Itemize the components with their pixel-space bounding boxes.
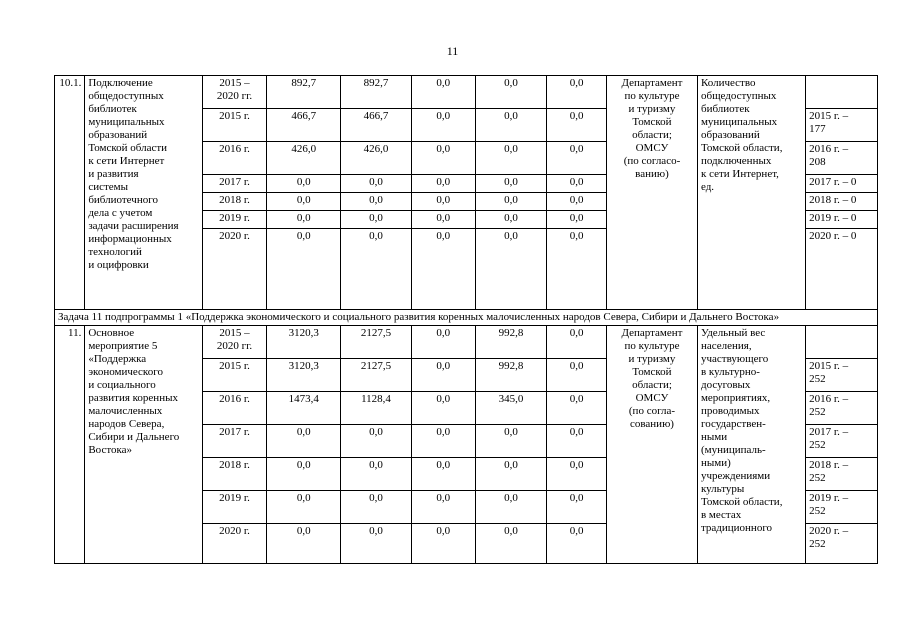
target-value: 2018 г. – 0 bbox=[806, 193, 878, 211]
value-cell: 426,0 bbox=[341, 142, 412, 175]
value-cell: 466,7 bbox=[341, 109, 412, 142]
indicator-name: Удельный вес населения, участвующего в культурно- досуговых мероприятиях, проводимых государствен- ными (муниципаль- ными) учреждениями культуры Томской области, в местах традиционного bbox=[697, 326, 805, 564]
value-cell: 0,0 bbox=[411, 392, 475, 425]
target-value: 2019 г. – 0 bbox=[806, 211, 878, 229]
value-cell: 992,8 bbox=[475, 326, 547, 359]
value-cell: 0,0 bbox=[475, 76, 547, 109]
value-cell: 0,0 bbox=[267, 491, 341, 524]
year-cell: 2016 г. bbox=[202, 142, 267, 175]
value-cell: 0,0 bbox=[411, 175, 475, 193]
year-cell: 2019 г. bbox=[202, 491, 267, 524]
value-cell: 992,8 bbox=[475, 359, 547, 392]
year-cell: 2015 – 2020 гг. bbox=[202, 326, 267, 359]
value-cell: 0,0 bbox=[547, 359, 607, 392]
year-cell: 2015 г. bbox=[202, 359, 267, 392]
target-value bbox=[806, 326, 878, 359]
value-cell: 2127,5 bbox=[341, 359, 412, 392]
value-cell: 3120,3 bbox=[267, 359, 341, 392]
year-cell: 2015 – 2020 гг. bbox=[202, 76, 267, 109]
value-cell: 0,0 bbox=[267, 211, 341, 229]
value-cell: 0,0 bbox=[547, 392, 607, 425]
value-cell: 0,0 bbox=[475, 425, 547, 458]
value-cell: 0,0 bbox=[547, 175, 607, 193]
value-cell: 0,0 bbox=[267, 425, 341, 458]
value-cell: 0,0 bbox=[411, 458, 475, 491]
value-cell: 0,0 bbox=[267, 229, 341, 310]
task-row bbox=[55, 310, 878, 326]
value-cell: 0,0 bbox=[341, 458, 412, 491]
block-10-1 bbox=[55, 76, 878, 310]
measure-name: Основное мероприятие 5 «Поддержка экономического и социального развития коренных малочисленных народов Севера, Сибири и Дальнего Востока» bbox=[85, 326, 202, 564]
program-table bbox=[54, 75, 878, 564]
value-cell: 0,0 bbox=[475, 524, 547, 564]
value-cell: 0,0 bbox=[267, 175, 341, 193]
executor-cell: Департамент по культуре и туризму Томской области; ОМСУ (по согласо- ванию) bbox=[606, 76, 697, 310]
value-cell: 0,0 bbox=[341, 211, 412, 229]
value-cell: 1128,4 bbox=[341, 392, 412, 425]
year-cell: 2018 г. bbox=[202, 193, 267, 211]
task-heading: Задача 11 подпрограммы 1 «Поддержка экономического и социального развития коренных малочисленных народов Севера, Сибири и Дальнего Востока» bbox=[55, 310, 878, 326]
value-cell: 0,0 bbox=[475, 193, 547, 211]
year-cell: 2016 г. bbox=[202, 392, 267, 425]
value-cell: 0,0 bbox=[547, 193, 607, 211]
target-value: 2015 г. – 252 bbox=[806, 359, 878, 392]
value-cell: 0,0 bbox=[547, 425, 607, 458]
value-cell: 0,0 bbox=[411, 491, 475, 524]
target-value: 2015 г. – 177 bbox=[806, 109, 878, 142]
year-cell: 2017 г. bbox=[202, 175, 267, 193]
target-value: 2018 г. – 252 bbox=[806, 458, 878, 491]
value-cell: 0,0 bbox=[267, 193, 341, 211]
target-value: 2017 г. – 0 bbox=[806, 175, 878, 193]
value-cell: 0,0 bbox=[547, 326, 607, 359]
target-value bbox=[806, 76, 878, 109]
block-11 bbox=[55, 326, 878, 564]
value-cell: 1473,4 bbox=[267, 392, 341, 425]
measure-name: Подключение общедоступных библиотек муниципальных образований Томской области к сети Интернет и развития системы библиотечного дела с учетом задачи расширения информационных технологий и оцифровки bbox=[85, 76, 202, 310]
year-cell: 2020 г. bbox=[202, 229, 267, 310]
value-cell: 0,0 bbox=[411, 229, 475, 310]
value-cell: 0,0 bbox=[341, 193, 412, 211]
value-cell: 0,0 bbox=[475, 175, 547, 193]
value-cell: 0,0 bbox=[411, 109, 475, 142]
value-cell: 0,0 bbox=[547, 229, 607, 310]
value-cell: 0,0 bbox=[411, 359, 475, 392]
value-cell: 0,0 bbox=[547, 458, 607, 491]
value-cell: 0,0 bbox=[267, 524, 341, 564]
year-cell: 2017 г. bbox=[202, 425, 267, 458]
value-cell: 0,0 bbox=[341, 425, 412, 458]
value-cell: 0,0 bbox=[411, 524, 475, 564]
target-value: 2019 г. – 252 bbox=[806, 491, 878, 524]
value-cell: 0,0 bbox=[475, 211, 547, 229]
value-cell: 0,0 bbox=[341, 491, 412, 524]
value-cell: 0,0 bbox=[475, 109, 547, 142]
value-cell: 892,7 bbox=[267, 76, 341, 109]
year-cell: 2020 г. bbox=[202, 524, 267, 564]
page-number: 11 bbox=[446, 44, 459, 58]
value-cell: 892,7 bbox=[341, 76, 412, 109]
target-value: 2016 г. – 252 bbox=[806, 392, 878, 425]
value-cell: 0,0 bbox=[411, 193, 475, 211]
value-cell: 2127,5 bbox=[341, 326, 412, 359]
year-cell: 2015 г. bbox=[202, 109, 267, 142]
value-cell: 0,0 bbox=[547, 524, 607, 564]
value-cell: 0,0 bbox=[547, 491, 607, 524]
value-cell: 3120,3 bbox=[267, 326, 341, 359]
value-cell: 426,0 bbox=[267, 142, 341, 175]
value-cell: 0,0 bbox=[341, 175, 412, 193]
value-cell: 0,0 bbox=[475, 229, 547, 310]
task-section bbox=[55, 310, 878, 326]
value-cell: 0,0 bbox=[475, 142, 547, 175]
value-cell: 0,0 bbox=[411, 425, 475, 458]
target-value: 2020 г. – 252 bbox=[806, 524, 878, 564]
value-cell: 466,7 bbox=[267, 109, 341, 142]
executor-cell: Департамент по культуре и туризму Томской области; ОМСУ (по согла- сованию) bbox=[606, 326, 697, 564]
value-cell: 0,0 bbox=[411, 76, 475, 109]
value-cell: 0,0 bbox=[547, 142, 607, 175]
value-cell: 0,0 bbox=[341, 524, 412, 564]
value-cell: 0,0 bbox=[547, 211, 607, 229]
indicator-name: Количество общедоступных библиотек муниципальных образований Томской области, подключенных к сети Интернет, ед. bbox=[697, 76, 805, 310]
value-cell: 0,0 bbox=[341, 229, 412, 310]
value-cell: 0,0 bbox=[475, 491, 547, 524]
target-value: 2016 г. – 208 bbox=[806, 142, 878, 175]
target-value: 2017 г. – 252 bbox=[806, 425, 878, 458]
value-cell: 0,0 bbox=[547, 76, 607, 109]
year-cell: 2018 г. bbox=[202, 458, 267, 491]
row-number: 11. bbox=[55, 326, 85, 564]
value-cell: 0,0 bbox=[267, 458, 341, 491]
value-cell: 0,0 bbox=[411, 326, 475, 359]
value-cell: 0,0 bbox=[411, 211, 475, 229]
table-row bbox=[55, 76, 878, 109]
value-cell: 0,0 bbox=[547, 109, 607, 142]
year-cell: 2019 г. bbox=[202, 211, 267, 229]
table-row bbox=[55, 326, 878, 359]
target-value: 2020 г. – 0 bbox=[806, 229, 878, 310]
value-cell: 345,0 bbox=[475, 392, 547, 425]
row-number: 10.1. bbox=[55, 76, 85, 310]
value-cell: 0,0 bbox=[475, 458, 547, 491]
value-cell: 0,0 bbox=[411, 142, 475, 175]
